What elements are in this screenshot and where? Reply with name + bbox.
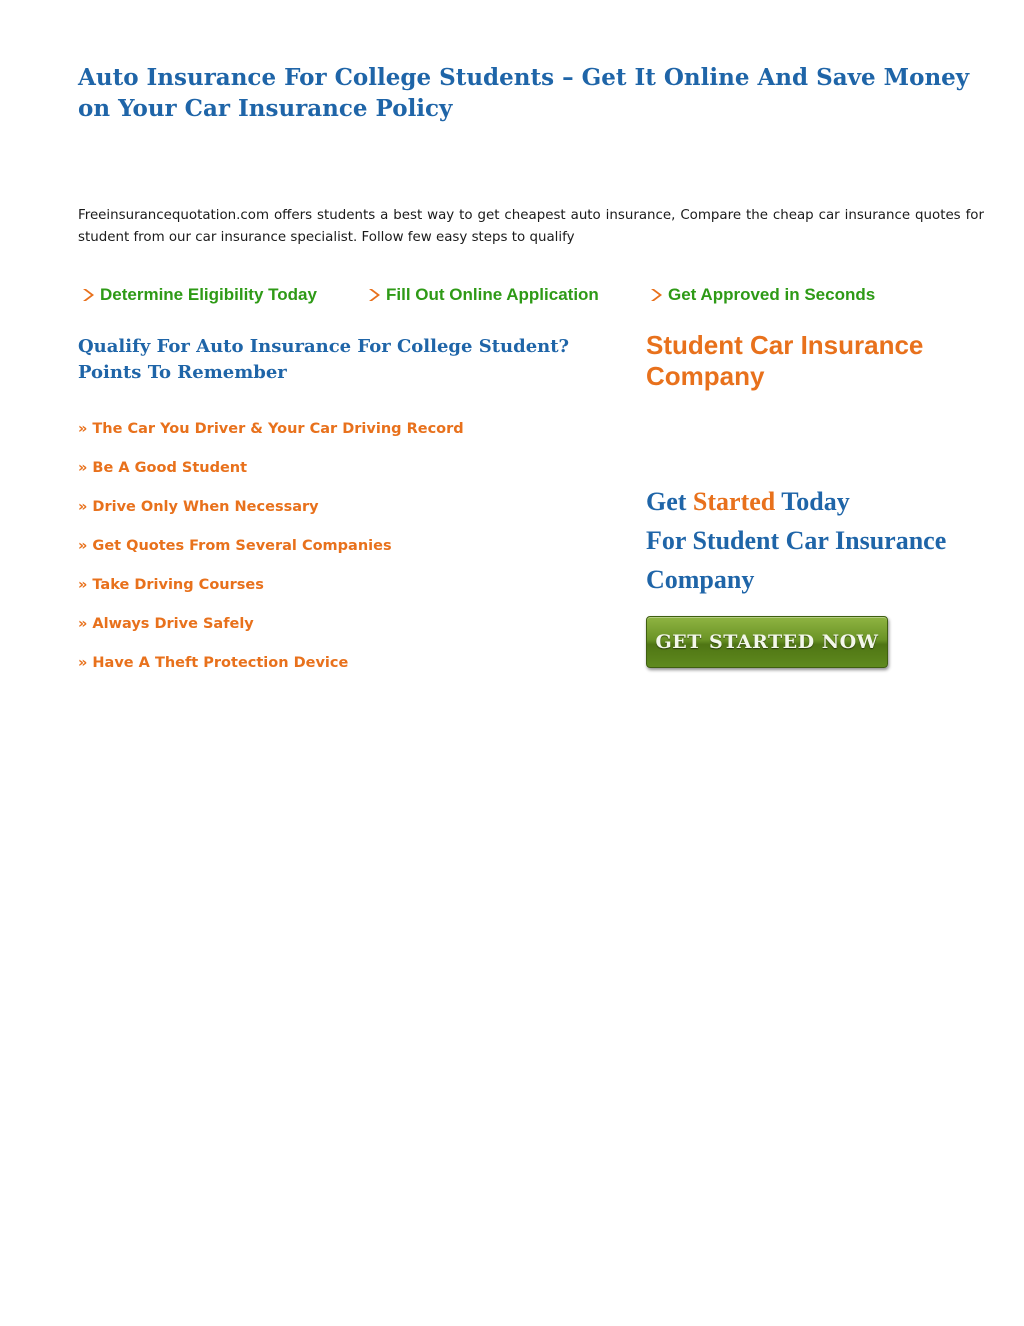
list-item[interactable]: » Be A Good Student [78,460,248,476]
intro-paragraph: Freeinsurancequotation.com offers students a best way to get cheapest auto insurance, Compare the cheap car insurance quotes for student from our car insurance specialist. Follow few easy steps to qualify [78,208,984,245]
page-title: Auto Insurance For College Students – Get It Online And Save Money on Your Car Insurance Policy [78,64,970,122]
qualify-section [78,334,634,671]
step-determine-eligibility[interactable] [80,282,317,308]
chevron-right-icon [648,287,664,303]
cta-heading [646,482,986,599]
qualify-heading: Qualify For Auto Insurance For College Student? Points To Remember [78,336,570,383]
step-label: Get Approved in Seconds [668,285,876,304]
step-get-approved[interactable] [648,282,875,308]
company-title: Student Car Insurance Company [646,330,924,391]
list-item[interactable]: » Always Drive Safely [78,616,254,632]
list-item[interactable]: » Take Driving Courses [78,577,264,593]
sidebar [646,330,986,653]
list-item[interactable]: » The Car You Driver & Your Car Driving Record [78,421,464,437]
step-fill-application[interactable] [366,282,599,308]
list-item[interactable]: » Have A Theft Protection Device [78,655,349,671]
step-label: Fill Out Online Application [386,285,599,304]
cta-get: Get [646,487,687,516]
steps-row [78,282,978,308]
cta-today: Today [781,487,850,516]
get-started-button[interactable]: GET STARTED NOW [646,616,888,668]
points-list [78,417,464,690]
list-item[interactable]: » Drive Only When Necessary [78,499,319,515]
chevron-right-icon [80,287,96,303]
list-item[interactable]: » Get Quotes From Several Companies [78,538,392,554]
chevron-right-icon [366,287,382,303]
cta-rest: For Student Car Insurance Company [646,526,947,594]
step-label: Determine Eligibility Today [100,285,317,304]
cta-started: Started [692,487,776,516]
